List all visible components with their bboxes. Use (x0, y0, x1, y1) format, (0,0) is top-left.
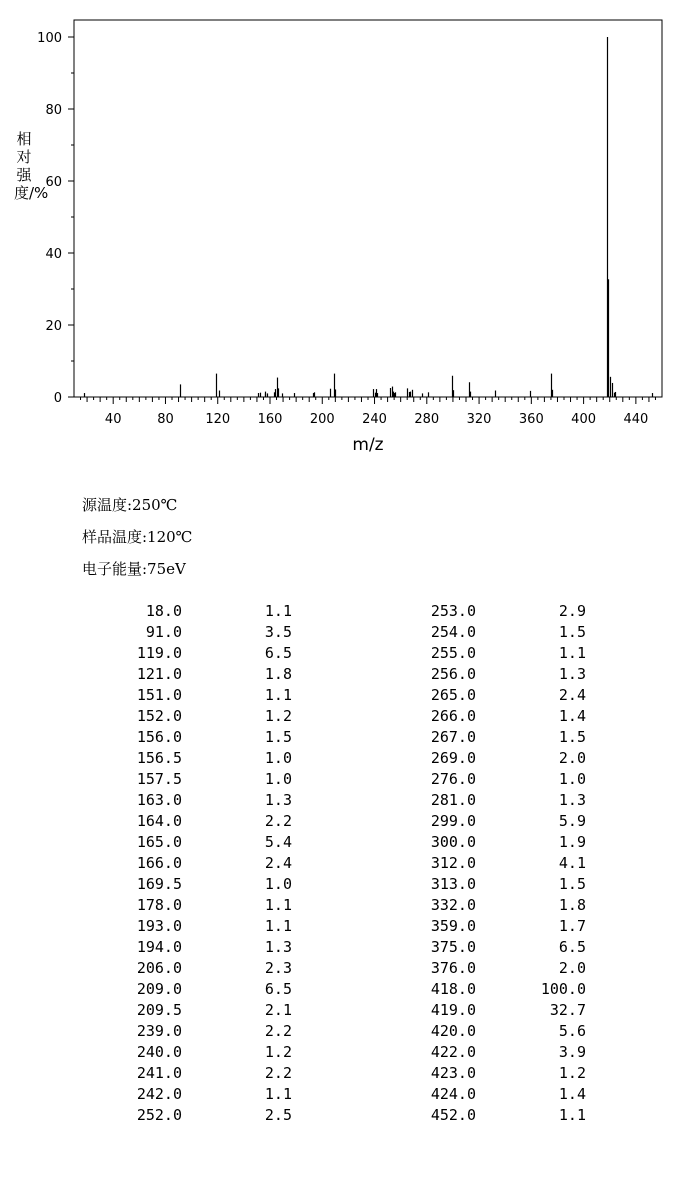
peak-mz: 242.0 (136, 1085, 182, 1103)
peak-mz: 419.0 (430, 1001, 476, 1019)
peak-mz: 165.0 (136, 833, 182, 851)
peak-intensity: 1.1 (264, 686, 292, 704)
peak-mz: 299.0 (430, 812, 476, 830)
plot-frame (74, 20, 662, 397)
peak-mz: 276.0 (430, 770, 476, 788)
peak-intensity: 2.3 (264, 959, 292, 977)
peak-mz: 121.0 (136, 665, 182, 683)
peak-mz: 252.0 (136, 1106, 182, 1124)
peak-mz: 156.5 (136, 749, 182, 767)
x-axis-label: m/z (352, 435, 384, 455)
peak-intensity: 2.2 (264, 1064, 292, 1082)
peak-mz: 240.0 (136, 1043, 182, 1061)
peak-mz: 209.0 (136, 980, 182, 998)
y-axis-ticks (37, 31, 74, 406)
peak-mz: 253.0 (430, 602, 476, 620)
peak-mz: 256.0 (430, 665, 476, 683)
peak-intensity: 6.5 (264, 980, 292, 998)
peak-mz: 359.0 (430, 917, 476, 935)
peak-mz: 164.0 (136, 812, 182, 830)
peak-mz: 423.0 (430, 1064, 476, 1082)
peak-mz: 209.5 (136, 1001, 182, 1019)
peak-mz: 156.0 (136, 728, 182, 746)
peak-mz: 239.0 (136, 1022, 182, 1040)
peak-intensity: 2.2 (264, 1022, 292, 1040)
peak-mz: 418.0 (430, 980, 476, 998)
x-tick-label: 80 (157, 412, 174, 427)
peak-mz: 424.0 (430, 1085, 476, 1103)
peak-mz: 157.5 (136, 770, 182, 788)
peak-mz: 300.0 (430, 833, 476, 851)
peak-mz: 266.0 (430, 707, 476, 725)
peak-intensity: 1.3 (264, 791, 292, 809)
peak-intensity: 1.2 (558, 1064, 586, 1082)
peak-mz: 119.0 (136, 644, 182, 662)
peak-mz: 151.0 (136, 686, 182, 704)
peak-mz: 452.0 (430, 1106, 476, 1124)
condition-electron-energy: 电子能量:75eV (82, 560, 186, 578)
peak-mz: 193.0 (136, 917, 182, 935)
mass-spectrum-chart (0, 0, 687, 470)
x-tick-label: 320 (466, 412, 492, 427)
peak-mz: 91.0 (145, 623, 182, 641)
x-tick-label: 240 (362, 412, 387, 427)
peak-mz: 332.0 (430, 896, 476, 914)
peak-intensity: 1.1 (264, 1085, 292, 1103)
peak-intensity: 1.0 (264, 749, 292, 767)
peak-intensity: 3.9 (558, 1043, 586, 1061)
peak-intensity: 1.2 (264, 1043, 292, 1061)
peak-intensity: 2.2 (264, 812, 292, 830)
peak-mz: 169.5 (136, 875, 182, 893)
peak-intensity: 1.3 (558, 791, 586, 809)
peak-intensity: 1.7 (558, 917, 586, 935)
y-tick-label: 0 (53, 391, 62, 406)
x-tick-label: 400 (571, 412, 597, 427)
peak-mz: 254.0 (430, 623, 476, 641)
peak-intensity: 100.0 (540, 980, 586, 998)
peak-mz: 178.0 (136, 896, 182, 914)
condition-sample-temp: 样品温度:120℃ (82, 528, 193, 546)
peak-mz: 312.0 (430, 854, 476, 872)
y-tick-label: 60 (45, 175, 62, 190)
peak-mz: 313.0 (430, 875, 476, 893)
peak-intensity: 5.9 (558, 812, 586, 830)
peak-intensity: 1.3 (264, 938, 292, 956)
peak-intensity: 1.1 (558, 644, 586, 662)
peak-intensity: 1.8 (264, 665, 292, 683)
peak-mz: 375.0 (430, 938, 476, 956)
peak-mz: 163.0 (136, 791, 182, 809)
peak-intensity: 1.1 (558, 1106, 586, 1124)
peak-intensity: 1.5 (558, 728, 586, 746)
peak-mz: 255.0 (430, 644, 476, 662)
peak-mz: 265.0 (430, 686, 476, 704)
peak-intensity: 2.0 (558, 749, 586, 767)
peak-intensity: 4.1 (558, 854, 586, 872)
peak-intensity: 2.4 (264, 854, 292, 872)
y-tick-label: 80 (45, 103, 62, 118)
peak-mz: 267.0 (430, 728, 476, 746)
x-tick-label: 360 (518, 412, 544, 427)
x-tick-label: 280 (414, 412, 440, 427)
peak-mz: 422.0 (430, 1043, 476, 1061)
peak-intensity: 1.8 (558, 896, 586, 914)
peak-intensity: 1.9 (558, 833, 586, 851)
peak-mz: 194.0 (136, 938, 182, 956)
peak-mz: 18.0 (145, 602, 182, 620)
peak-intensity: 1.5 (558, 623, 586, 641)
x-tick-label: 160 (257, 412, 283, 427)
peak-intensity: 1.1 (264, 602, 292, 620)
peak-intensity: 1.1 (264, 917, 292, 935)
peak-intensity: 1.5 (264, 728, 292, 746)
x-tick-label: 200 (309, 412, 335, 427)
peak-intensity: 2.9 (558, 602, 586, 620)
spectrum-peaks (85, 37, 653, 397)
peak-intensity: 1.5 (558, 875, 586, 893)
peak-intensity: 1.4 (558, 1085, 586, 1103)
peak-intensity: 1.0 (264, 770, 292, 788)
peak-intensity: 3.5 (264, 623, 292, 641)
peak-intensity: 2.4 (558, 686, 586, 704)
peak-intensity: 32.7 (549, 1001, 586, 1019)
y-tick-label: 100 (37, 31, 62, 46)
condition-source-temp: 源温度:250℃ (82, 496, 178, 514)
y-tick-label: 20 (45, 319, 62, 334)
x-tick-label: 120 (205, 412, 231, 427)
x-tick-label: 440 (623, 412, 649, 427)
peak-intensity: 1.4 (558, 707, 586, 725)
peak-mz: 376.0 (430, 959, 476, 977)
peak-intensity: 1.1 (264, 896, 292, 914)
peak-intensity: 1.0 (264, 875, 292, 893)
x-tick-label: 40 (104, 412, 122, 427)
peak-mz: 241.0 (136, 1064, 182, 1082)
y-axis-label: 相对强度/% (14, 130, 49, 202)
peak-intensity: 2.5 (264, 1106, 292, 1124)
peak-mz: 281.0 (430, 791, 476, 809)
peak-mz: 269.0 (430, 749, 476, 767)
peak-intensity: 6.5 (558, 938, 586, 956)
peak-mz: 152.0 (136, 707, 182, 725)
peak-intensity: 5.4 (264, 833, 292, 851)
peak-intensity: 6.5 (264, 644, 292, 662)
peak-intensity: 2.0 (558, 959, 586, 977)
peak-intensity: 5.6 (558, 1022, 586, 1040)
peak-intensity: 1.3 (558, 665, 586, 683)
peak-mz: 166.0 (136, 854, 182, 872)
peak-mz: 206.0 (136, 959, 182, 977)
peak-intensity: 2.1 (264, 1001, 292, 1019)
peak-intensity: 1.2 (264, 707, 292, 725)
peak-mz: 420.0 (430, 1022, 476, 1040)
y-tick-label: 40 (45, 247, 62, 262)
x-axis-ticks (81, 397, 656, 427)
peak-intensity: 1.0 (558, 770, 586, 788)
